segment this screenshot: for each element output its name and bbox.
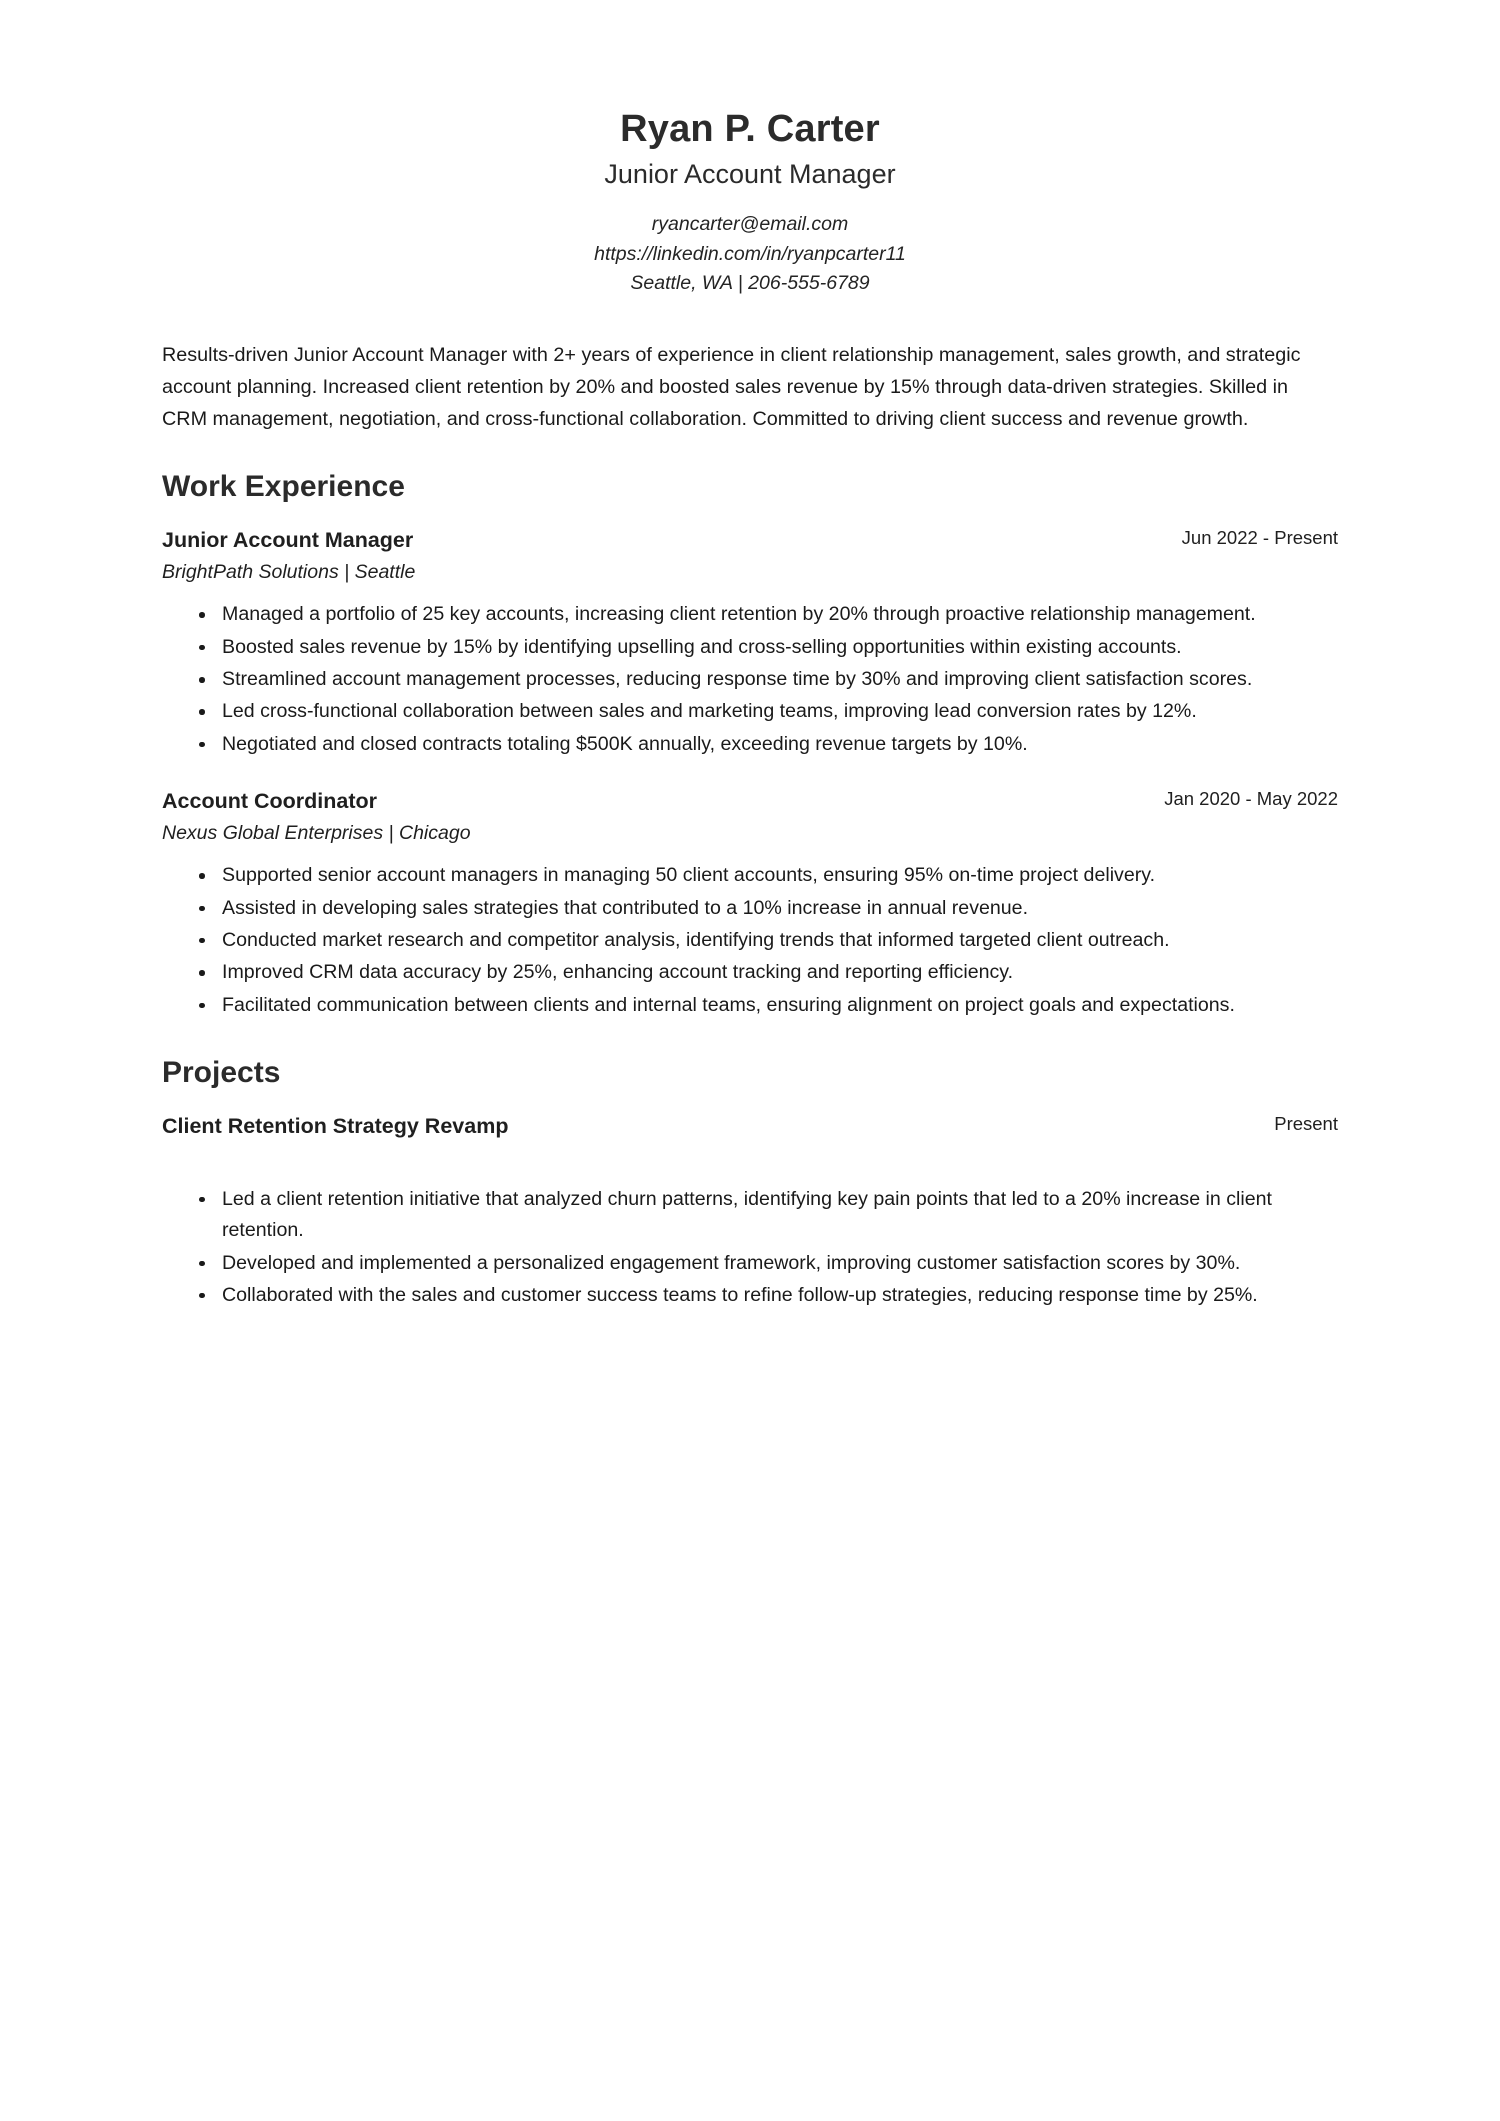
resume-section — [162, 1055, 1338, 1311]
experience-entry — [162, 1113, 1338, 1311]
bullet-item: Facilitated communication between clients and internal teams, ensuring alignment on project goals and expectations. — [220, 990, 1338, 1021]
entry-date-range: Jun 2022 - Present — [1181, 527, 1338, 549]
bullet-item: Managed a portfolio of 25 key accounts, increasing client retention by 20% through proactive relationship management. — [220, 599, 1338, 630]
bullet-item: Supported senior account managers in managing 50 client accounts, ensuring 95% on-time project delivery. — [220, 860, 1338, 891]
entry-role-title: Client Retention Strategy Revamp — [162, 1114, 509, 1139]
entry-date-range: Present — [1274, 1113, 1338, 1135]
entry-organization: Nexus Global Enterprises | Chicago — [162, 821, 471, 844]
entry-header-row — [162, 1113, 1338, 1140]
bullet-item: Led cross-functional collaboration between sales and marketing teams, improving lead conversion rates by 12%. — [220, 696, 1338, 727]
bullet-item: Streamlined account management processes, reducing response time by 30% and improving client satisfaction scores. — [220, 664, 1338, 695]
contact-email: ryancarter@email.com — [651, 213, 849, 236]
candidate-job-title: Junior Account Manager — [604, 158, 896, 189]
section-heading: Projects — [162, 1056, 281, 1090]
resume-header — [162, 108, 1338, 299]
contact-location-phone: Seattle, WA | 206-555-6789 — [630, 272, 870, 295]
entry-header-row — [162, 788, 1338, 815]
experience-entry — [162, 527, 1338, 760]
bullet-item: Conducted market research and competitor analysis, identifying trends that informed targeted client outreach. — [220, 925, 1338, 956]
section-heading: Work Experience — [162, 470, 405, 504]
entry-date-range: Jan 2020 - May 2022 — [1164, 788, 1338, 810]
resume-section — [162, 469, 1338, 1021]
bullet-item: Assisted in developing sales strategies that contributed to a 10% increase in annual revenue. — [220, 893, 1338, 924]
entry-role-title: Account Coordinator — [162, 789, 377, 814]
entry-organization: BrightPath Solutions | Seattle — [162, 561, 416, 584]
bullet-item: Negotiated and closed contracts totaling $500K annually, exceeding revenue targets by 10%. — [220, 729, 1338, 760]
entry-header-row — [162, 527, 1338, 554]
bullet-item: Developed and implemented a personalized engagement framework, improving customer satisfaction scores by 30%. — [220, 1248, 1338, 1279]
bullet-item: Collaborated with the sales and customer success teams to refine follow-up strategies, reducing response time by 25%. — [220, 1280, 1338, 1311]
contact-linkedin: https://linkedin.com/in/ryanpcarter11 — [594, 242, 906, 265]
bullet-item: Led a client retention initiative that analyzed churn patterns, identifying key pain points that led to a 20% increase in client retention. — [220, 1184, 1338, 1247]
bullet-item: Improved CRM data accuracy by 25%, enhancing account tracking and reporting efficiency. — [220, 957, 1338, 988]
entry-role-title: Junior Account Manager — [162, 528, 414, 553]
entry-bullet-list — [162, 599, 1338, 760]
entry-bullet-list — [162, 860, 1338, 1021]
bullet-item: Boosted sales revenue by 15% by identifying upselling and cross-selling opportunities within existing accounts. — [220, 632, 1338, 663]
entry-bullet-list — [162, 1184, 1338, 1311]
experience-entry — [162, 788, 1338, 1021]
professional-summary: Results-driven Junior Account Manager with 2+ years of experience in client relationship management, sales growth, and strategic account planning. Increased client retention by 20% and boosted sales revenue by 15% through data-driven strategies. Skilled in CRM management, negotiation, and cross-functional collaboration. Committed to driving client success and revenue growth. — [162, 343, 1301, 431]
candidate-name: Ryan P. Carter — [620, 108, 880, 150]
resume-sections — [162, 469, 1338, 1311]
